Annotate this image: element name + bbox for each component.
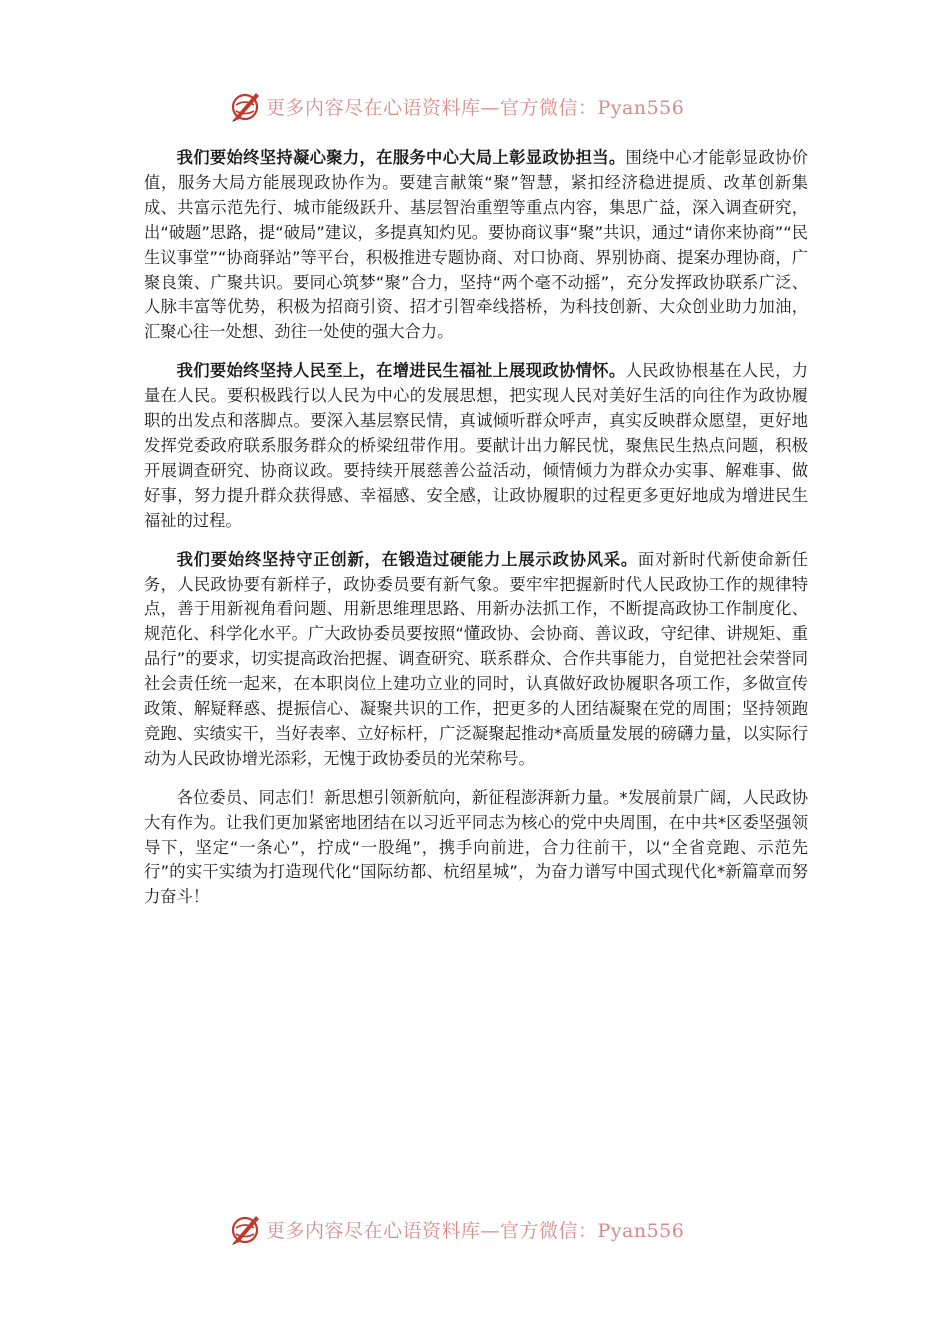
document-body [144, 146, 808, 910]
paragraph-4-text: 各位委员、同志们！新思想引领新航向，新征程澎湃新力量。*发展前景广阔，人民政协大有作为。让我们更加紧密地团结在以习近平同志为核心的党中央周围，在中共*区委坚强领导下，坚定“一条心”，拧成“一股绳”，携手向前进，合力往前干，以“全省竞跑、示范先行”的实干实绩为打造现代化“国际纺都、杭绍星城”，为奋力谱写中国式现代化*新篇章而努力奋斗！ [144, 787, 808, 907]
paragraph-3-lead: 我们要始终坚持守正创新，在锻造过硬能力上展示政协风采。 [176, 549, 638, 569]
header-watermark-banner [228, 88, 728, 124]
paragraph-1-text: 围绕中心才能彰显政协价值，服务大局方能展现政协作为。要建言献策“聚”智慧，紧扣经济稳进提质、改革创新集成、共富示范先行、城市能级跃升、基层智治重塑等重点内容，集思广益，深入调查研究，出“破题”思路，提“破局”建议，多提真知灼见。要协商议事“聚”共识，通过“请你来协商”“民生议事堂”“协商驿站”等平台，积极推进专题协商、对口协商、界别协商、提案办理协商，广聚良策、广聚共识。要同心筑梦“聚”合力，坚持“两个毫不动摇”，充分发挥政协联系广泛、人脉丰富等优势，积极为招商引资、招才引智牵线搭桥，为科技创新、大众创业助力加油，汇聚心往一处想、劲往一处使的强大合力。 [144, 148, 808, 342]
paragraph-3-text: 面对新时代新使命新任务，人民政协要有新样子，政协委员要有新气象。要牢牢把握新时代人民政协工作的规律特点，善于用新视角看问题、用新思维理思路、用新办法抓工作，不断提高政协工作制度化、规范化、科学化水平。广大政协委员要按照“懂政协、会协商、善议政，守纪律、讲规矩、重品行”的要求，切实提高政治把握、调查研究、联系群众、合作共事能力，自觉把社会荣誉同社会责任统一起来，在本职岗位上建功立业的同时，认真做好政协履职各项工作，多做宣传政策、解疑释惑、提振信心、凝聚共识的工作，把更多的人团结凝聚在党的周围；坚持领跑竞跑、实绩实干，当好表率、立好标杆，广泛凝聚起推动*高质量发展的磅礴力量，以实际行动为人民政协增光添彩，无愧于政协委员的光荣称号。 [144, 549, 808, 768]
paragraph-4 [144, 786, 808, 911]
pen-globe-logo-icon [228, 89, 262, 123]
pen-globe-logo-icon [228, 1212, 262, 1246]
header-watermark-text: 更多内容尽在心语资料库—官方微信：Pyan556 [266, 96, 685, 119]
footer-watermark-text: 更多内容尽在心语资料库—官方微信：Pyan556 [266, 1219, 685, 1242]
paragraph-2 [144, 359, 808, 533]
paragraph-1-lead: 我们要始终坚持凝心聚力，在服务中心大局上彰显政协担当。 [176, 148, 626, 167]
paragraph-2-text: 人民政协根基在人民，力量在人民。要积极践行以人民为中心的发展思想，把实现人民对美好生活的向往作为政协履职的出发点和落脚点。要深入基层察民情，真诚倾听群众呼声，真实反映群众愿望，更好地发挥党委政府联系服务群众的桥梁纽带作用。要献计出力解民忧，聚焦民生热点问题，积极开展调查研究、协商议政。要持续开展慈善公益活动，倾情倾力为群众办实事、解难事、做好事，努力提升群众获得感、幸福感、安全感，让政协履职的过程更多更好地成为增进民生福祉的过程。 [144, 361, 808, 530]
paragraph-2-lead: 我们要始终坚持人民至上，在增进民生福祉上展现政协情怀。 [176, 361, 626, 381]
paragraph-3 [144, 548, 808, 772]
paragraph-1 [144, 146, 808, 345]
footer-watermark-banner [228, 1211, 728, 1247]
